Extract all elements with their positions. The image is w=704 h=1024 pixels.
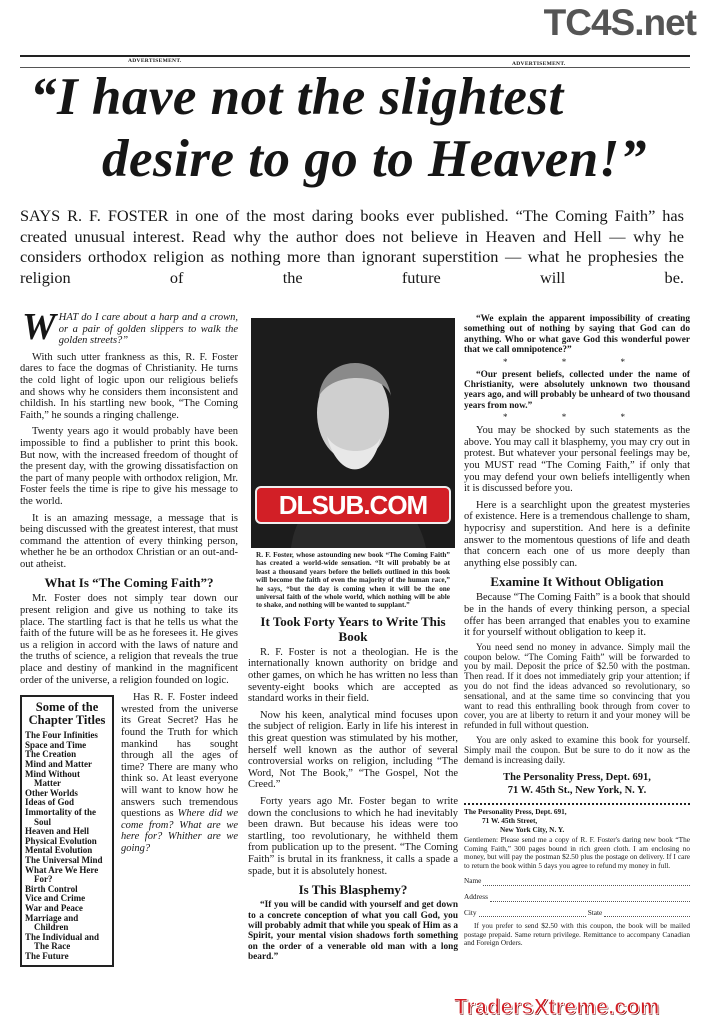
chapter-title: War and Peace <box>25 902 83 913</box>
advertisement-label: ADVERTISEMENT. <box>512 61 566 67</box>
headline-line2: desire to go to Heaven!” <box>102 130 647 188</box>
paragraph: Forty years ago Mr. Foster began to write down the conclusions to which he had inevitably been drawn. But because his ideas were too startling, too revolutionary, he withheld them from publication up to the present. “The Coming Faith” is brutal in its frankness, it calls a spade a spade, but it is absolutely honest. <box>248 795 458 877</box>
chapter-title: The Creation <box>25 749 77 760</box>
chapter-title: What Are We Here For? <box>25 864 99 885</box>
blockquote: “Our present beliefs, collected under the name of Christianity, were absolutely unknown two thousand years ago, and will probably be unheard of two thousand years from now.” <box>464 369 690 411</box>
chapter-title: Immortality of the Soul <box>25 806 96 827</box>
name-field[interactable]: Name <box>464 877 690 886</box>
section-heading: It Took Forty Years to Write This Book <box>260 613 446 644</box>
watermark-logo-top: TC4S.net <box>543 2 696 43</box>
left-column <box>20 306 238 971</box>
paragraph: Here is a searchlight upon the greatest mysteries of existence. Here is a tremendous challenge to sham, hypocrisy and superstition. And here is a definite answer to the momentous questions of life and death that concern each one of us more deeply than anything else possibly can. <box>464 499 690 569</box>
chapter-title: Mental Evolution <box>25 845 93 856</box>
city-state-field[interactable]: City State <box>464 909 690 918</box>
headline <box>30 66 704 190</box>
lead-quote: WHAT do I care about a harp and a crown, or a pair of golden slippers to walk the golden streets?” <box>22 306 238 348</box>
subheadline: SAYS R. F. FOSTER in one of the most daring books ever published. “The Coming Faith” has created unusual interest. Read why the author does not believe in Heaven and Hell — why he considers orthodox religion as nothing more than ignorant superstition — what he prophesies the religion of the future will be. <box>20 206 684 287</box>
chapter-list <box>25 731 109 961</box>
chapter-title: Ideas of God <box>25 797 75 808</box>
author-portrait <box>251 318 455 548</box>
chapter-title: Physical Evolution <box>25 835 97 846</box>
chapter-title: Vice and Crime <box>25 893 86 904</box>
paragraph: You need send no money in advance. Simply mail the coupon below. “The Coming Faith” will be forwarded to you by mail. Deposit the price of $2.50 with the postman. Then read. If it does not immediately grip your attention; if you do not find the ideas advanced so revolutionary, so sensational, and at the same time so convincing that you want to read this enthralling book through from cover to cover, you are at liberty to return it and your money will be refunded in full without question. <box>464 642 690 732</box>
advertisement-label: ADVERTISEMENT. <box>128 58 182 64</box>
chapter-title: The Future <box>25 950 69 961</box>
blockquote: “If you will be candid with yourself and get down to a concrete conception of what you call God, you will probably admit that while you speak of Him as a Spirit, your mental vision shadows forth something on the order of a venerable old man with a long beard.” <box>248 900 458 963</box>
watermark-logo-middle: DLSUB.COM <box>257 488 449 522</box>
paragraph: Because “The Coming Faith” is a book that should be in the hands of every thinking person, a special offer has been arranged that enables you to examine it for yourself without obligation to keep it. <box>464 592 690 639</box>
chapter-title: Other Worlds <box>25 787 78 798</box>
paragraph: You are only asked to examine this book for yourself. Simply mail the coupon. But be sure to do it now as the demand is increasing daily. <box>464 735 690 766</box>
middle-column <box>248 318 458 968</box>
chapter-titles-box <box>20 695 114 967</box>
paragraph: You may be shocked by such statements as the above. You may call it blasphemy, you may cry out in protest. But whatever your personal feelings may be, you MUST read “The Coming Faith,” if only that you may defend your own beliefs intelligently when it is discussed before you. <box>464 425 690 495</box>
paragraph: It is an amazing message, a message that is being discussed with the greatest interest, that must command the attention of every thinking person, whether he be an orthodox Christian or an out-and-out atheist. <box>20 512 238 570</box>
paragraph: Has R. F. Foster indeed wrested from the universe its Great Secret? Has he found the Truth for which mankind has sought through all the ages of time? There are many who think so. At least everyone will want to know how he answers such tremendous questions as Where did we come from? What are we here for? Whither are we going? <box>121 692 238 854</box>
paragraph: With such utter frankness as this, R. F. Foster dares to face the dogmas of Christianity. He turns the cold light of logic upon our religious beliefs and shows why he considers them inconsistent and childish. In his startling new book, “The Coming Faith,” he sounds a ringing challenge. <box>20 351 238 421</box>
chapter-title: Heaven and Hell <box>25 826 90 837</box>
chapter-title: Marriage and Children <box>25 912 79 933</box>
chapter-title: The Universal Mind <box>25 854 103 865</box>
chapter-title: Mind Without Matter <box>25 768 80 789</box>
paragraph: R. F. Foster is not a theologian. He is the internationally known authority on bridge and other games, on which he has written no less than seventy-eight books which are accepted as standard works in their field. <box>248 646 458 705</box>
chapter-title: Birth Control <box>25 883 78 894</box>
section-heading: Examine It Without Obligation <box>490 574 664 590</box>
drop-cap: W <box>22 306 56 348</box>
chapter-title: Mind and Matter <box>25 759 92 769</box>
separator-stars: * * * <box>503 412 651 423</box>
right-column <box>464 314 690 948</box>
paragraph: Mr. Foster does not simply tear down our present religion and give us nothing to take its place. The startling fact is that he tells us what the faith of the future will be as he foresees it. He gives us a religion in accord with the laws of nature and the truths of science, a religion that reveals the true place and destiny of mankind in the magnificent order of the universe, a religion founded on logic. <box>20 593 238 686</box>
blockquote: “We explain the apparent impossibility of creating something out of nothing by saying that God can do anything. Who or what gave God this wonderful power that we call omnipotence?” <box>464 314 690 356</box>
section-heading: What Is “The Coming Faith”? <box>44 575 214 591</box>
watermark-logo-bottom: TradersXtreme.com <box>454 994 660 1019</box>
coupon-cut-line <box>464 803 690 805</box>
chapter-title: The Individual and The Race <box>25 931 100 952</box>
address-field[interactable]: Address <box>464 893 690 902</box>
publisher-address: The Personality Press, Dept. 691, 71 W. 45th St., New York, N. Y. <box>503 772 651 797</box>
section-heading: Is This Blasphemy? <box>298 882 408 898</box>
order-coupon: The Personality Press, Dept. 691, 71 W. 45th Street, New York City, N. Y. Gentlemen: Please send me a copy of R. F. Foster's daring new book “The Coming Faith,” 300 pages bound in rich green cloth. I am enclosing no money, but will pay the postman $2.50 plus the postage on delivery. If I care to return the book within 5 days you agree to refund my money in full. Name Address City State If you prefer to send $2.50 with this coupon, the book will be mailed postage prepaid. Same return privilege. Remittance to accompany Canadian and Foreign Orders. <box>464 807 690 948</box>
separator-stars: * * * <box>503 356 651 367</box>
chapter-title: Space and Time <box>25 739 87 750</box>
box-title: Some of the Chapter Titles <box>28 700 106 728</box>
top-rule <box>20 55 690 57</box>
paragraph: Twenty years ago it would probably have been impossible to find a publisher to print this book. But now, with the increased freedom of thought of the present day, with the growing dissatisfaction on the part of many people with orthodox religion, Mr. Foster feels the time is ripe to give his message to the world. <box>20 426 238 507</box>
paragraph: Now his keen, analytical mind focuses upon the subject of religion. Early in life his interest in this great question was stimulated by his mother, herself well known as the author of several controversial works on religion, including “The Word, Not The Book,” “The Gospel, Not the Creed.” <box>248 709 458 791</box>
chapter-title: The Four Infinities <box>25 730 98 741</box>
photo-caption: R. F. Foster, whose astounding new book “The Coming Faith” has created a world-wide sensation. “It will probably be at least a thousand years before the beliefs outlined in this book will become the faith of even the majority of the human race,” he says, “but the day is coming when it will be the one universal faith of the whole world, which nothing will be able to shake, and nothing will be wanted to supplant.” <box>256 551 450 610</box>
headline-line1: “I have not the slightest <box>30 68 564 126</box>
